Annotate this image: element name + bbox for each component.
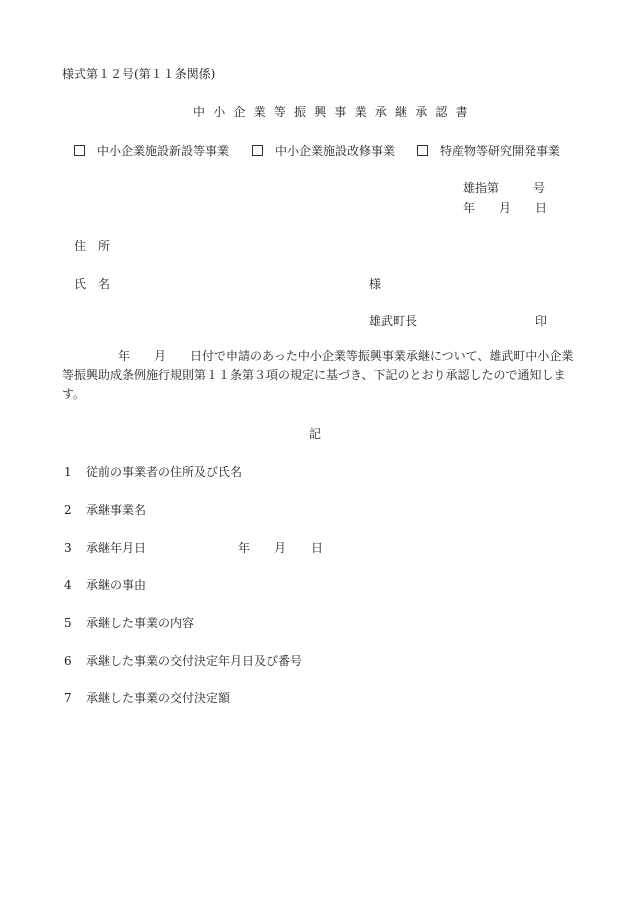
body-year: 年: [118, 349, 131, 363]
date-day: 日: [535, 201, 548, 215]
date-year: 年: [463, 201, 476, 215]
item3-year: 年: [238, 541, 251, 555]
item3-day: 日: [311, 541, 324, 555]
checkbox-tokusanbutsu[interactable]: [417, 143, 560, 159]
checkbox-label: 特産物等研究開発事業: [440, 144, 561, 158]
list-item: 2 承継事業名: [64, 503, 147, 517]
item3-month: 月: [274, 541, 287, 555]
list-item: 1 従前の事業者の住所及び氏名: [64, 465, 243, 479]
seal-mark: 印: [535, 314, 548, 328]
honorific: 様: [369, 277, 382, 291]
checkbox-shisetsu-kaishu[interactable]: [252, 143, 395, 159]
checkbox-icon[interactable]: [252, 145, 263, 156]
list-item: 6 承継した事業の交付決定年月日及び番号: [64, 654, 303, 668]
notice-body: [62, 347, 574, 404]
ki-heading: 記: [309, 427, 322, 441]
checkbox-label: 中小企業施設改修事業: [275, 144, 396, 158]
body-month: 月: [154, 349, 167, 363]
checkbox-icon[interactable]: [417, 145, 428, 156]
date-month: 月: [499, 201, 512, 215]
checkbox-icon[interactable]: [74, 145, 85, 156]
form-number: 様式第１２号(第１１条関係): [62, 67, 216, 81]
list-item: 5 承継した事業の内容: [64, 616, 195, 630]
checkbox-shisetsu-shinsetsu[interactable]: [74, 143, 229, 159]
list-item: 3 承継年月日: [64, 541, 147, 555]
list-item: 7 承継した事業の交付決定額: [64, 691, 231, 705]
body-text: 日付で申請のあった中小企業等振興事業承継について、雄武町中小企業等振興助成条例施行規則第１１条第３項の規定に基づき、下記のとおり承認したので通知します。: [62, 349, 574, 401]
name-label: 氏 名: [74, 277, 111, 291]
checkbox-label: 中小企業施設新設等事業: [97, 144, 230, 158]
doc-ref-suffix: 号: [533, 181, 546, 195]
document-title: 中小企業等振興事業承継承認書: [193, 105, 476, 119]
address-label: 住 所: [74, 239, 111, 253]
issuer: 雄武町長: [369, 314, 418, 328]
doc-ref-prefix: 雄指第: [463, 181, 500, 195]
list-item: 4 承継の事由: [64, 578, 147, 592]
